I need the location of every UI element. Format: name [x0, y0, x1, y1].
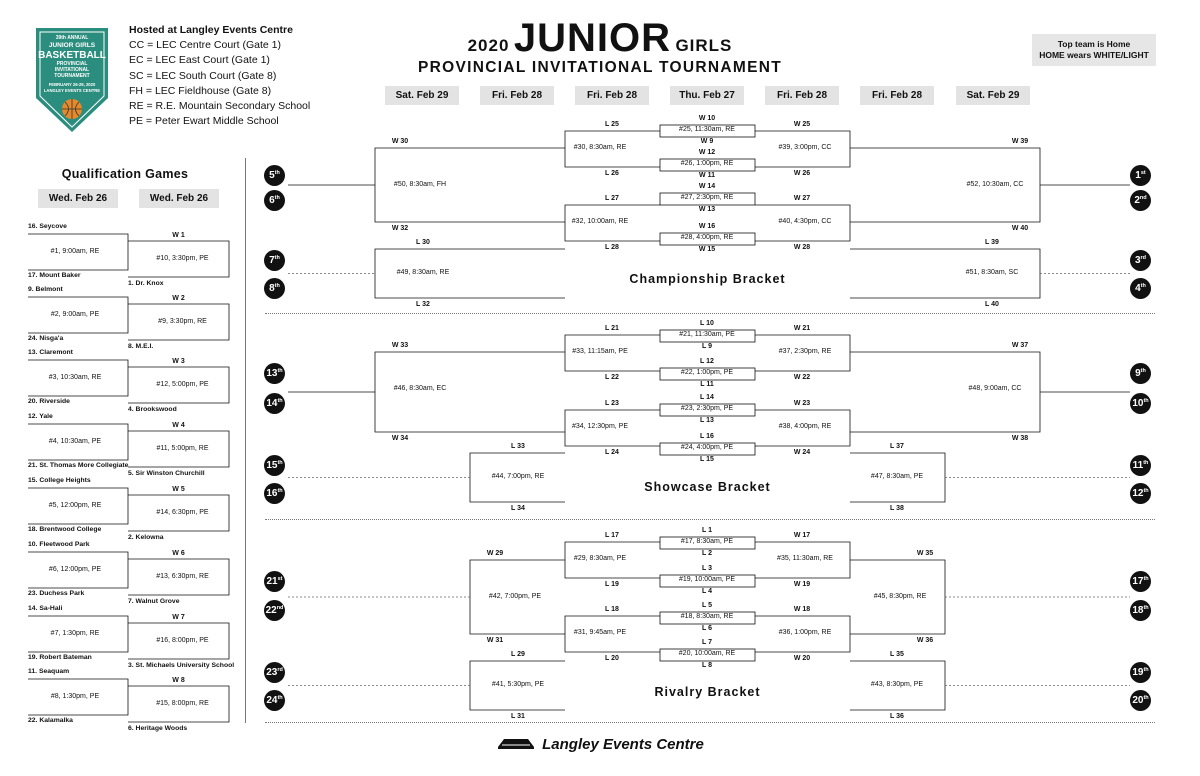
inner-right-bottom-label: W 20	[793, 655, 811, 662]
badge-line7: FEBRUARY 26-29, 2020	[48, 82, 96, 87]
qual-seeded-team: 5. Sir Winston Churchill	[128, 470, 205, 477]
qual-game-info: #7, 1:30pm, RE	[50, 630, 100, 637]
qual-seeded-team: 3. St. Michaels University School	[128, 662, 235, 669]
qual-team-top: 10. Fleetwood Park	[28, 541, 90, 548]
qual-winner-label: W 4	[172, 422, 185, 429]
placement-suffix: th	[277, 368, 283, 374]
page-subtitle: PROVINCIAL INVITATIONAL TOURNAMENT	[418, 59, 782, 76]
placement-number: 1	[1135, 170, 1141, 181]
outer-right-box	[850, 352, 1040, 432]
placement-badge	[264, 662, 285, 683]
center-game-bottom-label: L 9	[702, 343, 712, 350]
consolation-right-top-label: L 35	[890, 651, 904, 658]
qual-winner-label: W 3	[172, 358, 185, 365]
placement-badge	[264, 250, 285, 271]
qual-game-info-2: #9, 3:30pm, RE	[158, 318, 207, 325]
placement-suffix: th	[1143, 398, 1149, 404]
consolation-left-top-label: L 30	[416, 239, 430, 246]
outer-left-box	[375, 352, 565, 432]
qual-team-top: 13. Claremont	[28, 349, 73, 356]
center-game-info: #20, 10:00am, RE	[678, 650, 736, 657]
inner-left-game-info: #32, 10:00am, RE	[571, 218, 629, 225]
center-game-top-label: L 3	[702, 565, 712, 572]
qual-game-info: #8, 1:30pm, PE	[50, 693, 100, 700]
center-game-top-label: L 5	[702, 602, 712, 609]
placement-suffix: th	[277, 460, 283, 466]
center-game-info: #18, 8:30am, RE	[680, 613, 734, 620]
title-girls: GIRLS	[675, 36, 733, 55]
inner-left-top-label: L 18	[605, 606, 619, 613]
venue-cc: CC = LEC Centre Court (Gate 1)	[129, 39, 282, 52]
placement-badge	[264, 600, 285, 621]
center-game-top-label: W 14	[698, 183, 716, 190]
day-header-col5: Fri. Feb 28	[765, 86, 839, 105]
outer-right-game-info: #52, 10:30am, CC	[966, 181, 1024, 188]
placement-suffix: th	[274, 283, 280, 289]
inner-left-bottom-label: L 26	[605, 170, 619, 177]
venue-sc: SC = LEC South Court (Gate 8)	[129, 69, 277, 82]
inner-left-game-info: #30, 8:30am, RE	[573, 144, 627, 151]
placement-badge	[1130, 662, 1151, 683]
badge-line1: 39th ANNUAL	[55, 35, 89, 41]
placement-suffix: th	[274, 255, 280, 261]
inner-left-game-info: #33, 11:15am, PE	[572, 348, 628, 355]
placement-badge	[264, 165, 285, 186]
center-game-info: #21, 11:30am, PE	[679, 331, 735, 338]
qual-winner-label: W 6	[172, 550, 185, 557]
consolation-left-top-label: L 29	[511, 651, 525, 658]
center-game-top-label: W 10	[698, 115, 716, 122]
center-game-bottom-label: L 2	[702, 550, 712, 557]
qual-game-info-2: #13, 6:30pm, RE	[156, 573, 209, 580]
lec-logo-icon	[496, 735, 536, 755]
placement-number: 6	[269, 195, 275, 206]
inner-right-top-label: W 23	[793, 400, 811, 407]
center-game-top-label: L 14	[700, 394, 714, 401]
center-game-bottom-label: L 11	[700, 381, 714, 388]
qual-seeded-team: 1. Dr. Knox	[128, 280, 164, 287]
center-game-bottom-label: L 6	[702, 625, 712, 632]
placement-badge	[1130, 190, 1151, 211]
center-game-info: #26, 1:00pm, RE	[680, 160, 734, 167]
placement-number: 4	[1135, 283, 1141, 294]
consolation-left-bottom-label: L 32	[416, 301, 430, 308]
placement-suffix: th	[1140, 368, 1146, 374]
qual-game-info: #5, 12:00pm, RE	[48, 502, 102, 509]
center-game-top-label: L 16	[700, 433, 714, 440]
qual-seeded-team: 8. M.E.I.	[128, 343, 154, 350]
center-game-bottom-label: W 15	[698, 246, 716, 253]
title-year: 2020	[467, 36, 510, 55]
center-game-info: #17, 8:30am, PE	[680, 538, 734, 545]
qual-team-bottom: 18. Brentwood College	[28, 526, 102, 533]
footer	[0, 735, 1200, 755]
placement-number: 8	[269, 283, 275, 294]
outer-left-bottom-label: W 34	[391, 435, 409, 442]
day-header-col3: Fri. Feb 28	[575, 86, 649, 105]
outer-left-game-info: #42, 7:00pm, PE	[488, 593, 542, 600]
venue-ec: EC = LEC East Court (Gate 1)	[129, 54, 270, 67]
placement-number: 20	[1132, 695, 1144, 706]
venue-pe: PE = Peter Ewart Middle School	[129, 115, 279, 128]
qual-team-bottom: 23. Duchess Park	[28, 590, 85, 597]
qual-seeded-team: 4. Brookswood	[128, 406, 177, 413]
inner-right-game-info: #35, 11:30am, RE	[777, 555, 833, 562]
qual-winner-label: W 1	[172, 232, 185, 239]
placement-suffix: th	[277, 695, 283, 701]
qual-game-info-2: #14, 6:30pm, PE	[156, 509, 209, 516]
center-game-info: #27, 2:30pm, RE	[680, 194, 734, 201]
placement-badge	[264, 393, 285, 414]
placement-suffix: th	[1143, 695, 1149, 701]
placement-number: 11	[1132, 460, 1144, 471]
center-game-top-label: L 10	[700, 320, 714, 327]
inner-right-top-label: W 25	[793, 121, 811, 128]
outer-right-bottom-label: W 36	[916, 637, 934, 644]
badge-line3: BASKETBALL	[38, 50, 106, 61]
inner-right-game-info: #38, 4:00pm, RE	[778, 423, 832, 430]
qual-game-info: #2, 9:00am, PE	[50, 311, 100, 318]
bracket-name: Rivalry Bracket	[654, 685, 761, 699]
placement-badge	[264, 278, 285, 299]
inner-left-bottom-label: L 24	[605, 449, 619, 456]
placement-suffix: th	[274, 170, 280, 176]
inner-right-game-info: #37, 2:30pm, RE	[778, 348, 832, 355]
inner-right-bottom-label: W 28	[793, 244, 811, 251]
footer-text: Langley Events Centre	[542, 735, 704, 753]
qual-game-info: #6, 12:00pm, PE	[48, 566, 102, 573]
badge-line4: PROVINCIAL	[56, 61, 88, 67]
qual-team-top: 15. College Heights	[28, 477, 91, 484]
consolation-right-game-info: #43, 8:30pm, PE	[870, 681, 924, 688]
outer-left-bottom-label: W 31	[486, 637, 504, 644]
inner-left-bottom-label: L 19	[605, 581, 619, 588]
placement-number: 5	[269, 170, 275, 181]
inner-left-bottom-label: L 20	[605, 655, 619, 662]
placement-badge	[264, 571, 285, 592]
placement-number: 3	[1134, 255, 1141, 266]
outer-right-top-label: W 39	[1011, 138, 1029, 145]
badge-line2: JUNIOR GIRLS	[48, 42, 96, 49]
qual-team-bottom: 19. Robert Bateman	[28, 654, 92, 661]
placement-suffix: th	[1143, 605, 1149, 611]
placement-badge	[1130, 165, 1151, 186]
placement-number: 19	[1132, 667, 1144, 678]
placement-number: 9	[1135, 368, 1141, 379]
qual-seeded-team: 6. Heritage Woods	[128, 725, 188, 732]
bracket-name: Championship Bracket	[629, 272, 786, 286]
placement-number: 10	[1132, 398, 1144, 409]
center-game-info: #22, 1:00pm, PE	[680, 369, 734, 376]
placement-number: 7	[269, 255, 275, 266]
inner-left-game-info: #29, 8:30am, PE	[573, 555, 627, 562]
placement-suffix: st	[1140, 170, 1146, 176]
center-game-top-label: W 12	[698, 149, 716, 156]
inner-left-bottom-label: L 28	[605, 244, 619, 251]
qual-team-top: 9. Belmont	[28, 286, 63, 293]
placement-suffix: th	[1143, 488, 1149, 494]
day-header-col7: Sat. Feb 29	[956, 86, 1030, 105]
placement-badge	[1130, 483, 1151, 504]
placement-badge	[264, 483, 285, 504]
qual-game-info: #1, 9:00am, RE	[50, 248, 100, 255]
qual-game-info-2: #12, 5:00pm, PE	[156, 381, 209, 388]
inner-left-top-label: L 25	[605, 121, 619, 128]
inner-right-game-info: #40, 4:30pm, CC	[778, 218, 832, 225]
placement-badge	[1130, 690, 1151, 711]
inner-right-bottom-label: W 26	[793, 170, 811, 177]
center-game-top-label: L 7	[702, 639, 712, 646]
venue-legend-heading: Hosted at Langley Events Centre	[129, 24, 293, 36]
placement-suffix: th	[277, 488, 283, 494]
inner-left-top-label: L 17	[605, 532, 619, 539]
inner-right-bottom-label: W 19	[793, 581, 811, 588]
center-game-bottom-label: W 9	[700, 138, 714, 145]
day-header-col2: Fri. Feb 28	[480, 86, 554, 105]
inner-right-top-label: W 21	[793, 325, 811, 332]
placement-suffix: th	[277, 398, 283, 404]
center-game-bottom-label: L 8	[702, 662, 712, 669]
qual-seeded-team: 2. Kelowna	[128, 534, 164, 541]
placement-suffix: th	[1143, 667, 1149, 673]
venue-re: RE = R.E. Mountain Secondary School	[129, 100, 311, 113]
placement-number: 14	[266, 398, 278, 409]
center-game-bottom-label: W 11	[699, 172, 715, 179]
inner-right-top-label: W 18	[793, 606, 811, 613]
consolation-right-top-label: L 37	[890, 443, 904, 450]
outer-left-top-label: W 30	[391, 138, 409, 145]
center-game-info: #25, 11:30am, RE	[679, 126, 735, 133]
placement-number: 13	[266, 368, 278, 379]
outer-right-game-info: #45, 8:30pm, RE	[873, 593, 927, 600]
qual-team-top: 11. Seaquam	[28, 668, 70, 675]
placement-suffix: nd	[276, 605, 284, 611]
outer-right-bottom-label: W 40	[1011, 225, 1029, 232]
inner-left-game-info: #31, 9:45am, PE	[573, 629, 627, 636]
inner-left-top-label: L 27	[605, 195, 619, 202]
placement-suffix: th	[274, 195, 280, 201]
placement-suffix: nd	[1139, 195, 1147, 201]
placement-badge	[1130, 250, 1151, 271]
placement-number: 12	[1132, 488, 1144, 499]
qual-day-header-1: Wed. Feb 26	[38, 189, 118, 208]
inner-right-game-info: #36, 1:00pm, RE	[778, 629, 832, 636]
placement-number: 22	[265, 605, 277, 616]
consolation-right-game-info: #51, 8:30am, SC	[965, 269, 1019, 276]
qual-winner-label: W 5	[172, 486, 185, 493]
placement-badge	[1130, 455, 1151, 476]
badge-line6: TOURNAMENT	[54, 73, 90, 79]
consolation-left-game-info: #44, 7:00pm, RE	[491, 473, 545, 480]
placement-suffix: st	[277, 576, 283, 582]
inner-right-game-info: #39, 3:00pm, CC	[778, 144, 832, 151]
center-game-bottom-label: L 13	[700, 417, 714, 424]
consolation-right-top-label: L 39	[985, 239, 999, 246]
qual-team-bottom: 20. Riverside	[28, 398, 70, 405]
center-game-info: #24, 4:00pm, PE	[680, 444, 734, 451]
placement-number: 23	[266, 667, 278, 678]
placement-number: 17	[1132, 576, 1144, 587]
placement-suffix: rd	[1140, 255, 1147, 261]
qual-team-top: 14. Sa-Hali	[28, 605, 63, 612]
inner-left-game-info: #34, 12:30pm, PE	[571, 423, 629, 430]
consolation-left-bottom-label: L 31	[511, 713, 525, 720]
inner-left-top-label: L 23	[605, 400, 619, 407]
placement-badge	[264, 363, 285, 384]
qual-team-top: 16. Seycove	[28, 223, 67, 230]
badge-line8: LANGLEY EVENTS CENTRE	[43, 88, 101, 93]
bracket-name: Showcase Bracket	[644, 480, 771, 494]
note-line1: Top team is Home	[1057, 39, 1131, 49]
placement-badge	[264, 690, 285, 711]
day-header-col6: Fri. Feb 28	[860, 86, 934, 105]
inner-left-top-label: L 21	[605, 325, 619, 332]
placement-number: 16	[266, 488, 278, 499]
outer-left-bottom-label: W 32	[391, 225, 409, 232]
inner-right-bottom-label: W 22	[793, 374, 811, 381]
consolation-left-top-label: L 33	[511, 443, 525, 450]
placement-suffix: rd	[277, 667, 283, 673]
outer-right-top-label: W 35	[916, 550, 934, 557]
title-junior: JUNIOR	[513, 16, 671, 60]
outer-right-game-info: #48, 9:00am, CC	[968, 385, 1022, 392]
center-game-info: #19, 10:00am, PE	[678, 576, 736, 583]
placement-suffix: th	[1143, 576, 1149, 582]
center-game-bottom-label: W 13	[698, 206, 716, 213]
placement-badge	[1130, 393, 1151, 414]
placement-number: 21	[266, 576, 278, 587]
placement-suffix: th	[1140, 283, 1146, 289]
qual-winner-label: W 8	[172, 677, 185, 684]
consolation-right-bottom-label: L 38	[890, 505, 904, 512]
placement-badge	[1130, 278, 1151, 299]
center-game-info: #28, 4:00pm, RE	[680, 234, 734, 241]
placement-number: 15	[266, 460, 278, 471]
qual-team-bottom: 21. St. Thomas More Collegiate	[28, 462, 129, 469]
qual-seeded-team: 7. Walnut Grove	[128, 598, 180, 605]
consolation-right-bottom-label: L 40	[985, 301, 999, 308]
qual-game-info: #3, 10:30am, RE	[48, 374, 102, 381]
outer-right-bottom-label: W 38	[1011, 435, 1029, 442]
inner-left-bottom-label: L 22	[605, 374, 619, 381]
placement-number: 18	[1132, 605, 1144, 616]
center-game-top-label: L 12	[700, 358, 714, 365]
day-header-col4: Thu. Feb 27	[670, 86, 744, 105]
qual-game-info-2: #10, 3:30pm, PE	[156, 255, 209, 262]
qual-game-info: #4, 10:30am, PE	[48, 438, 102, 445]
consolation-left-game-info: #49, 8:30am, RE	[396, 269, 450, 276]
placement-number: 2	[1134, 195, 1140, 206]
center-game-top-label: L 1	[702, 527, 712, 534]
placement-badge	[264, 455, 285, 476]
consolation-left-game-info: #41, 5:30pm, PE	[491, 681, 545, 688]
consolation-right-bottom-label: L 36	[890, 713, 904, 720]
outer-right-top-label: W 37	[1011, 342, 1029, 349]
note-line2: HOME wears WHITE/LIGHT	[1039, 50, 1149, 60]
day-header-col1: Sat. Feb 29	[385, 86, 459, 105]
qual-team-bottom: 22. Kalamalka	[28, 717, 73, 724]
placement-badge	[1130, 571, 1151, 592]
placement-badge	[1130, 363, 1151, 384]
consolation-right-game-info: #47, 8:30am, PE	[870, 473, 924, 480]
consolation-left-bottom-label: L 34	[511, 505, 525, 512]
center-game-bottom-label: L 15	[700, 456, 714, 463]
outer-left-top-label: W 29	[486, 550, 504, 557]
venue-fh: FH = LEC Fieldhouse (Gate 8)	[129, 84, 272, 97]
placement-badge	[1130, 600, 1151, 621]
badge-line5: INVITATIONAL	[54, 67, 90, 73]
outer-left-game-info: #46, 8:30am, EC	[393, 385, 447, 392]
center-game-top-label: W 16	[698, 223, 716, 230]
qual-game-info-2: #11, 5:00pm, RE	[156, 445, 209, 452]
qual-team-bottom: 17. Mount Baker	[28, 272, 81, 279]
center-game-bottom-label: L 4	[702, 588, 712, 595]
inner-right-top-label: W 27	[793, 195, 811, 202]
qual-team-top: 12. Yale	[28, 413, 53, 420]
outer-left-top-label: W 33	[391, 342, 409, 349]
qual-day-header-2: Wed. Feb 26	[139, 189, 219, 208]
qual-team-bottom: 24. Nisga'a	[28, 335, 64, 342]
placement-suffix: th	[1143, 460, 1149, 466]
inner-right-top-label: W 17	[793, 532, 811, 539]
center-game-info: #23, 2:30pm, PE	[680, 405, 734, 412]
qual-winner-label: W 7	[172, 614, 185, 621]
qualification-title: Qualification Games	[61, 167, 189, 181]
placement-badge	[264, 190, 285, 211]
qual-game-info-2: #16, 8:00pm, PE	[156, 637, 209, 644]
qual-game-info-2: #15, 8:00pm, RE	[156, 700, 209, 707]
placement-number: 24	[266, 695, 278, 706]
qual-winner-label: W 2	[172, 295, 185, 302]
outer-left-game-info: #50, 8:30am, FH	[393, 181, 447, 188]
inner-right-bottom-label: W 24	[793, 449, 811, 456]
